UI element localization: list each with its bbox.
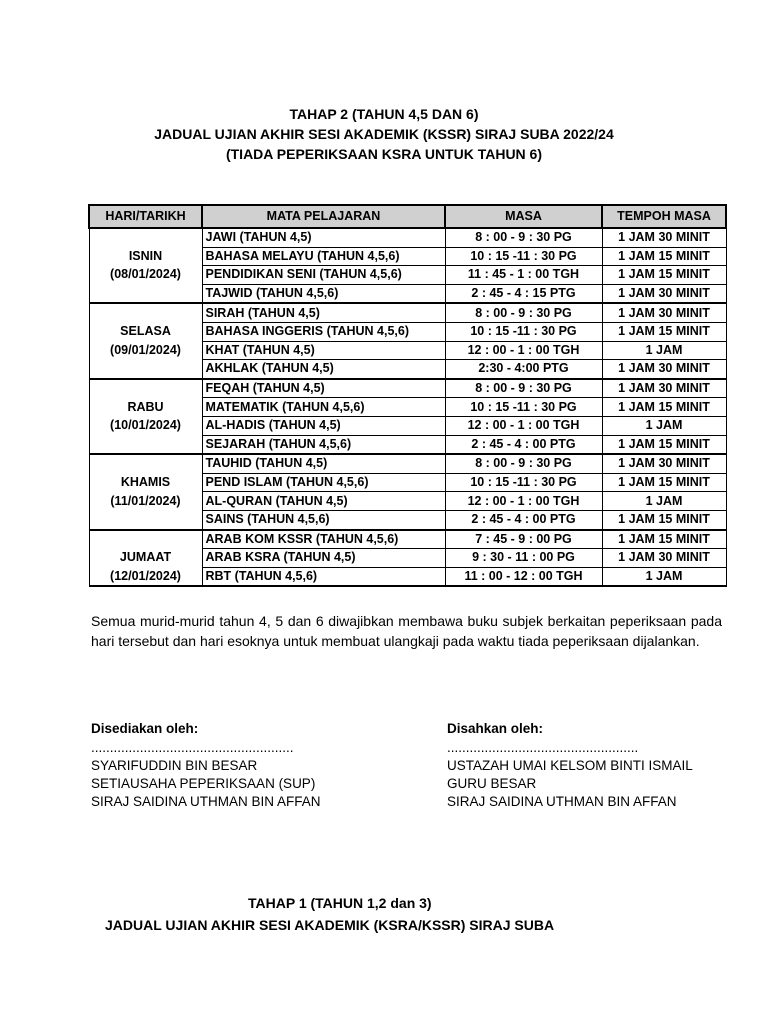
header-line-1: TAHAP 2 (TAHUN 4,5 DAN 6) (289, 106, 479, 122)
duration-cell: 1 JAM 15 MINIT (602, 266, 726, 285)
prepared-by-block (91, 720, 321, 811)
subject-cell: BAHASA MELAYU (TAHUN 4,5,6) (202, 247, 445, 266)
subject-cell: ARAB KSRA (TAHUN 4,5) (202, 549, 445, 568)
day-cell (89, 435, 202, 454)
table-row (89, 341, 726, 360)
time-cell: 12 : 00 - 1 : 00 TGH (445, 341, 602, 360)
subject-cell: AKHLAK (TAHUN 4,5) (202, 360, 445, 379)
subject-cell: PEND ISLAM (TAHUN 4,5,6) (202, 473, 445, 492)
subject-cell: JAWI (TAHUN 4,5) (202, 228, 445, 247)
subject-cell: ARAB KOM KSSR (TAHUN 4,5,6) (202, 530, 445, 549)
table-row (89, 567, 726, 586)
day-cell (89, 303, 202, 322)
document-header (0, 104, 768, 164)
table-row (89, 473, 726, 492)
day-date: (09/01/2024) (89, 341, 202, 360)
day-cell (89, 530, 202, 549)
subject-cell: SIRAH (TAHUN 4,5) (202, 303, 445, 322)
time-cell: 10 : 15 -11 : 30 PG (445, 247, 602, 266)
duration-cell: 1 JAM 15 MINIT (602, 398, 726, 417)
table-row (89, 284, 726, 303)
day-name: JUMAAT (89, 549, 202, 568)
approved-by-label: Disahkan oleh: (447, 721, 544, 736)
subject-cell: AL-HADIS (TAHUN 4,5) (202, 416, 445, 435)
time-cell: 11 : 00 - 12 : 00 TGH (445, 567, 602, 586)
table-row (89, 247, 726, 266)
duration-cell: 1 JAM (602, 341, 726, 360)
day-cell (89, 379, 202, 398)
column-header-duration: TEMPOH MASA (602, 205, 726, 228)
duration-cell: 1 JAM 15 MINIT (602, 510, 726, 529)
duration-cell: 1 JAM 15 MINIT (602, 473, 726, 492)
tahap1-title: JADUAL UJIAN AKHIR SESI AKADEMIK (KSRA/KSSR) SIRAJ SUBA (105, 917, 555, 933)
approver-position: GURU BESAR (447, 776, 537, 791)
signature-line: ................................................... (447, 740, 639, 755)
time-cell: 8 : 00 - 9 : 30 PG (445, 303, 602, 322)
schedule-body (89, 228, 726, 586)
tahap1-heading: TAHAP 1 (TAHUN 1,2 dan 3) (248, 895, 432, 911)
preparer-position: SETIAUSAHA PEPERIKSAAN (SUP) (91, 776, 316, 791)
table-row (89, 266, 726, 285)
subject-cell: TAJWID (TAHUN 4,5,6) (202, 284, 445, 303)
duration-cell: 1 JAM 30 MINIT (602, 549, 726, 568)
header-line-3: (TIADA PEPERIKSAAN KSRA UNTUK TAHUN 6) (225, 146, 543, 162)
time-cell: 11 : 45 - 1 : 00 TGH (445, 266, 602, 285)
signature-line: ...................................................... (91, 740, 294, 755)
subject-cell: KHAT (TAHUN 4,5) (202, 341, 445, 360)
day-name: SELASA (89, 322, 202, 341)
duration-cell: 1 JAM (602, 416, 726, 435)
approver-name: USTAZAH UMAI KELSOM BINTI ISMAIL (447, 758, 693, 773)
subject-cell: RBT (TAHUN 4,5,6) (202, 567, 445, 586)
table-row (89, 435, 726, 454)
subject-cell: SEJARAH (TAHUN 4,5,6) (202, 435, 445, 454)
subject-cell: BAHASA INGGERIS (TAHUN 4,5,6) (202, 322, 445, 341)
duration-cell: 1 JAM 30 MINIT (602, 303, 726, 322)
time-cell: 9 : 30 - 11 : 00 PG (445, 549, 602, 568)
prepared-by-label: Disediakan oleh: (91, 721, 199, 736)
day-date: (10/01/2024) (89, 416, 202, 435)
subject-cell: SAINS (TAHUN 4,5,6) (202, 510, 445, 529)
duration-cell: 1 JAM 15 MINIT (602, 530, 726, 549)
day-cell (89, 510, 202, 529)
duration-cell: 1 JAM 30 MINIT (602, 284, 726, 303)
time-cell: 10 : 15 -11 : 30 PG (445, 398, 602, 417)
header-line-2: JADUAL UJIAN AKHIR SESI AKADEMIK (KSSR) SIRAJ SUBA 2022/24 (154, 126, 614, 142)
duration-cell: 1 JAM 15 MINIT (602, 435, 726, 454)
duration-cell: 1 JAM 30 MINIT (602, 228, 726, 247)
day-date: (11/01/2024) (89, 492, 202, 511)
time-cell: 12 : 00 - 1 : 00 TGH (445, 492, 602, 511)
subject-cell: TAUHID (TAHUN 4,5) (202, 454, 445, 473)
day-name: KHAMIS (89, 473, 202, 492)
table-row (89, 510, 726, 529)
table-row (89, 492, 726, 511)
time-cell: 10 : 15 -11 : 30 PG (445, 322, 602, 341)
time-cell: 2 : 45 - 4 : 15 PTG (445, 284, 602, 303)
table-row (89, 454, 726, 473)
duration-cell: 1 JAM 15 MINIT (602, 322, 726, 341)
day-cell (89, 284, 202, 303)
subject-cell: MATEMATIK (TAHUN 4,5,6) (202, 398, 445, 417)
table-row (89, 360, 726, 379)
time-cell: 2:30 - 4:00 PTG (445, 360, 602, 379)
table-row (89, 398, 726, 417)
time-cell: 2 : 45 - 4 : 00 PTG (445, 510, 602, 529)
subject-cell: AL-QURAN (TAHUN 4,5) (202, 492, 445, 511)
time-cell: 8 : 00 - 9 : 30 PG (445, 228, 602, 247)
column-header-day: HARI/TARIKH (89, 205, 202, 228)
exam-schedule-table (88, 204, 727, 587)
column-header-subject: MATA PELAJARAN (202, 205, 445, 228)
approver-school: SIRAJ SAIDINA UTHMAN BIN AFFAN (447, 794, 677, 809)
duration-cell: 1 JAM (602, 567, 726, 586)
day-date: (08/01/2024) (89, 266, 202, 285)
time-cell: 10 : 15 -11 : 30 PG (445, 473, 602, 492)
table-row (89, 228, 726, 247)
table-header-row (89, 205, 726, 228)
subject-cell: FEQAH (TAHUN 4,5) (202, 379, 445, 398)
table-row (89, 322, 726, 341)
time-cell: 8 : 00 - 9 : 30 PG (445, 379, 602, 398)
duration-cell: 1 JAM 15 MINIT (602, 247, 726, 266)
subject-cell: PENDIDIKAN SENI (TAHUN 4,5,6) (202, 266, 445, 285)
duration-cell: 1 JAM 30 MINIT (602, 360, 726, 379)
day-name: RABU (89, 398, 202, 417)
duration-cell: 1 JAM 30 MINIT (602, 454, 726, 473)
column-header-time: MASA (445, 205, 602, 228)
table-row (89, 549, 726, 568)
time-cell: 8 : 00 - 9 : 30 PG (445, 454, 602, 473)
table-row (89, 303, 726, 322)
table-row (89, 530, 726, 549)
day-date: (12/01/2024) (89, 567, 202, 586)
day-name: ISNIN (89, 247, 202, 266)
approved-by-block (447, 720, 693, 811)
table-row (89, 416, 726, 435)
time-cell: 7 : 45 - 9 : 00 PG (445, 530, 602, 549)
day-cell (89, 228, 202, 247)
day-cell (89, 454, 202, 473)
duration-cell: 1 JAM 30 MINIT (602, 379, 726, 398)
table-row (89, 379, 726, 398)
day-cell (89, 360, 202, 379)
preparer-school: SIRAJ SAIDINA UTHMAN BIN AFFAN (91, 794, 321, 809)
instruction-note: Semua murid-murid tahun 4, 5 dan 6 diwajibkan membawa buku subjek berkaitan peperiksaan pada hari tersebut dan hari esoknya untuk membuat ulangkaji pada waktu tiada peperiksaan dijalankan. (91, 613, 722, 649)
preparer-name: SYARIFUDDIN BIN BESAR (91, 758, 258, 773)
time-cell: 12 : 00 - 1 : 00 TGH (445, 416, 602, 435)
duration-cell: 1 JAM (602, 492, 726, 511)
time-cell: 2 : 45 - 4 : 00 PTG (445, 435, 602, 454)
